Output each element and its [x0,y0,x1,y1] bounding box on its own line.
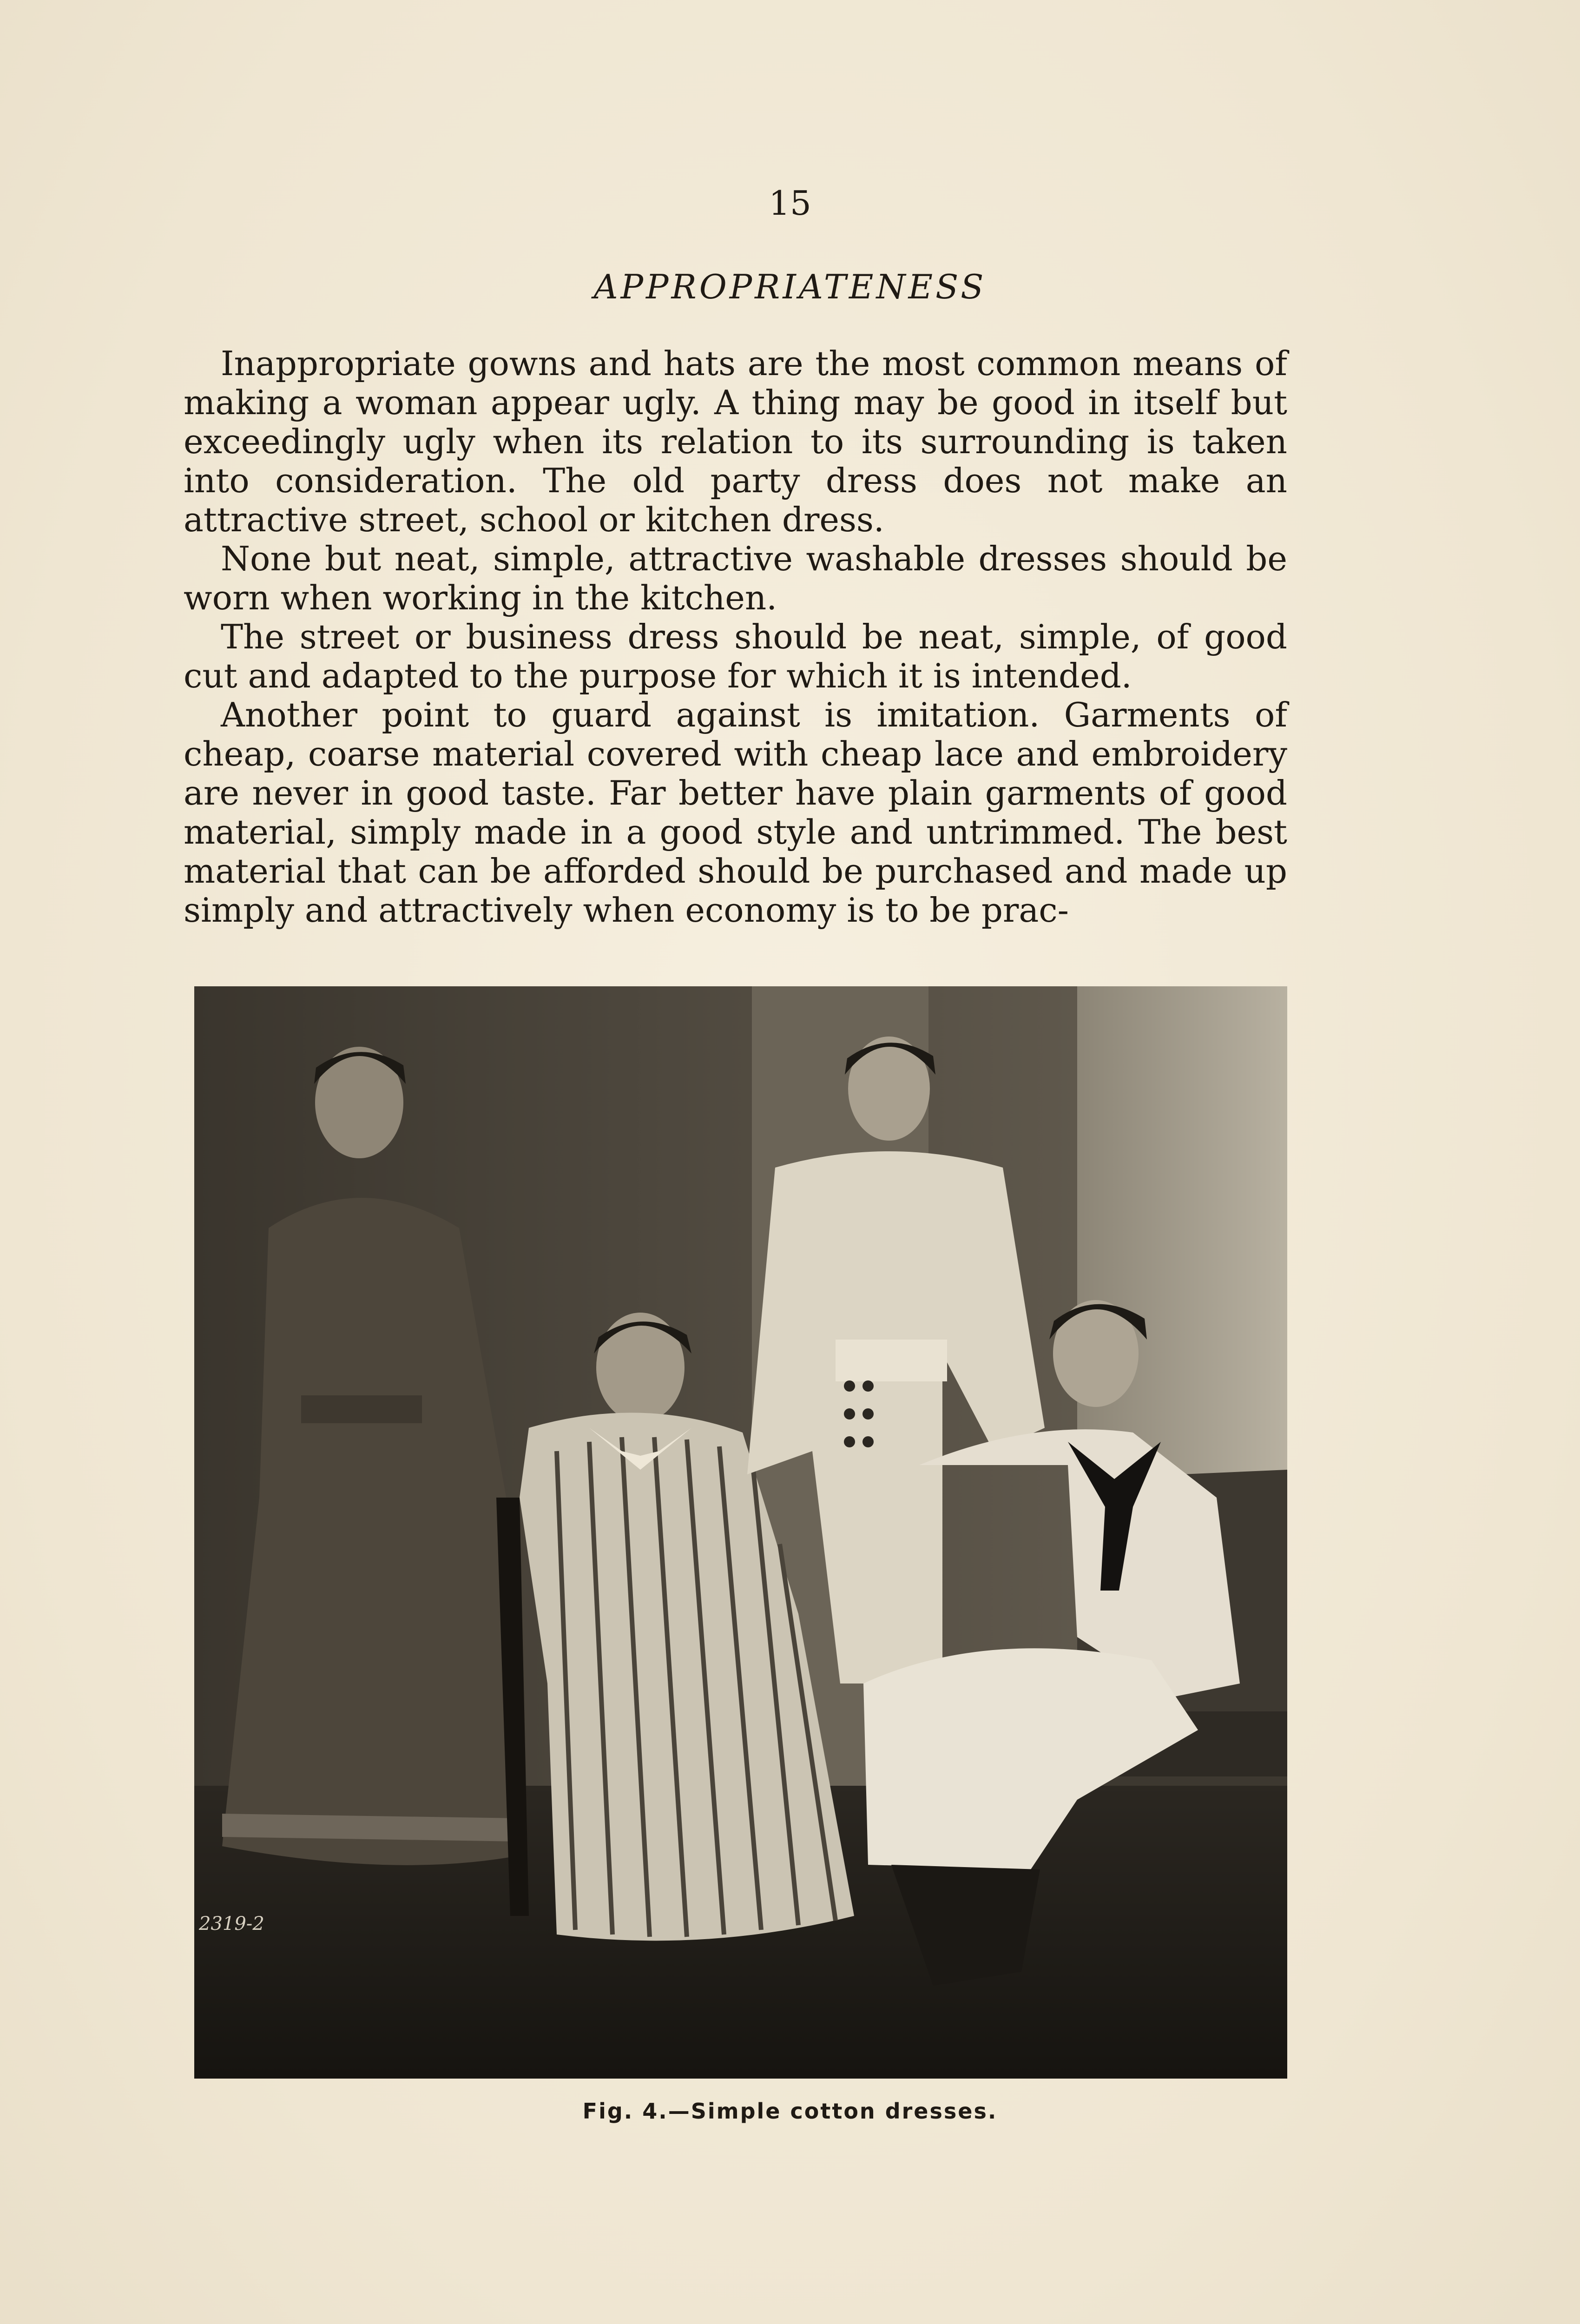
section-heading: APPROPRIATENESS [593,267,987,306]
paragraph: None but neat, simple, attractive washable dresses should be worn when working in the kitchen. [184,539,1287,617]
figure-caption: Fig. 4.—Simple cotton dresses. [582,2099,998,2124]
paragraph: Another point to guard against is imitation. Garments of cheap, coarse material covered with cheap lace and embroidery are never in good taste. Far better have plain garments of good material, simply made in a good style and untrimmed. The best material that can be afforded should be purchased and made up simply and attractively when economy is to be prac- [184,695,1287,930]
body-text [184,344,1287,930]
figure-photograph [194,986,1287,2079]
page-number: 15 [769,184,811,223]
paragraph: The street or business dress should be neat, simple, of good cut and adapted to the purpose for which it is intended. [184,617,1287,695]
paragraph: Inappropriate gowns and hats are the most common means of making a woman appear ugly. A thing may be good in itself but exceedingly ugly when its relation to its surrounding is taken into consideration. The old party dress does not make an attractive street, school or kitchen dress. [184,344,1287,539]
plate-mark: 2319-2 [199,1913,264,1934]
